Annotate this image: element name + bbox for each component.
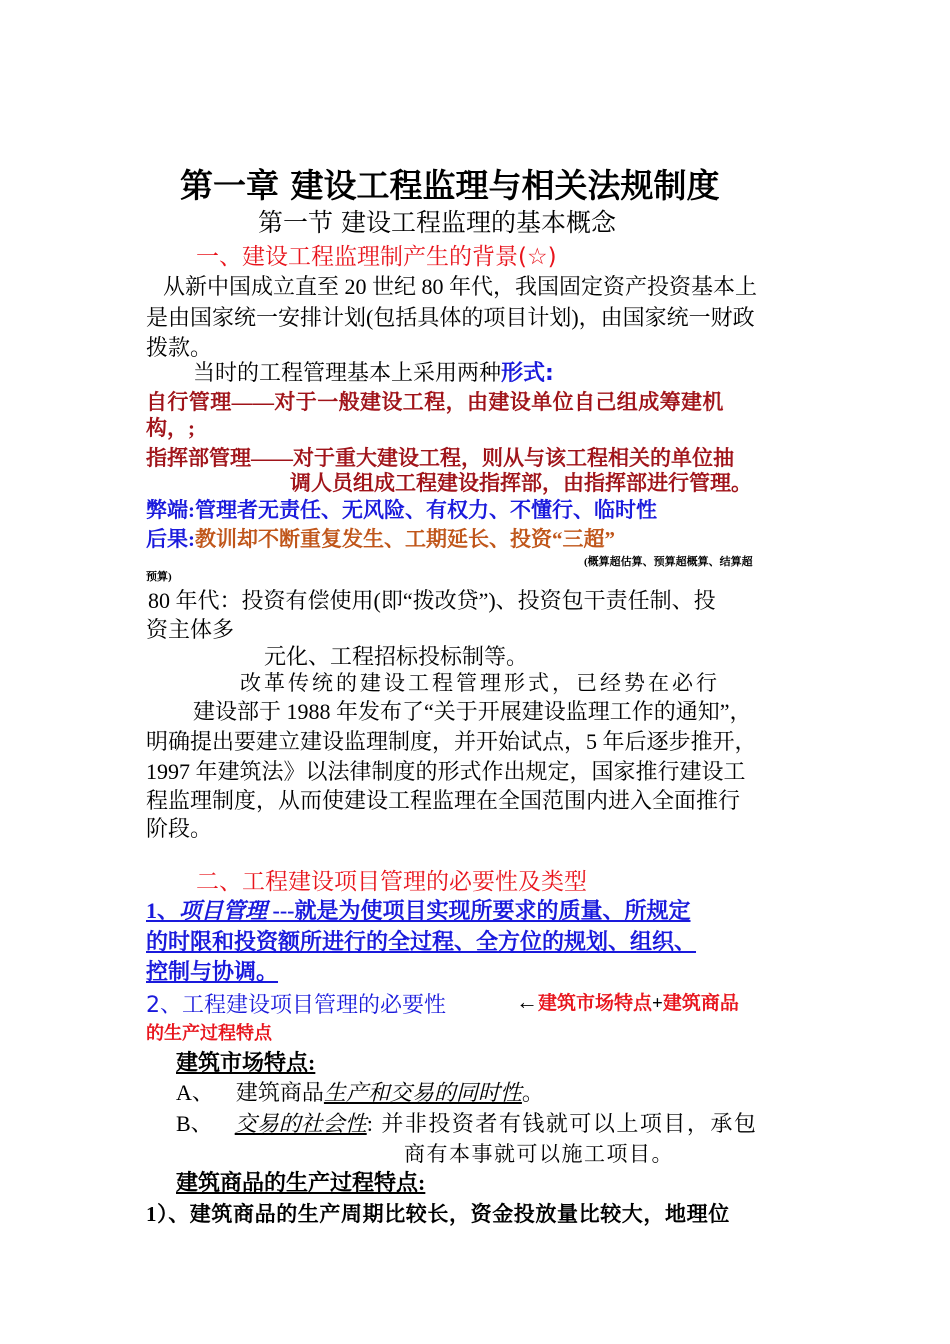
item1-line1 [146,894,691,925]
market-a-label: A、 [176,1080,214,1105]
item2-market-feature: 建筑市场特点 [538,993,653,1014]
heading-background-close: ) [547,244,557,270]
market-item-b [176,1107,757,1138]
drawback-text: 管理者无责任、无风险、有权力、不懂行、临时性 [195,498,657,522]
para1-line1: 从新中国成立直至 20 世纪 80 年代，我国固定资产投资基本上 [163,274,758,299]
market-a-emphasis: 生产和交易的同时性 [323,1080,522,1105]
item2-line: 2、工程建设项目管理的必要性 [146,993,446,1018]
item2-plus: + [652,993,663,1014]
section-title: 第一节 建设工程监理的基本概念 [258,208,616,237]
star-icon: ☆ [526,244,548,270]
item1-number: 1、 [146,898,180,923]
market-b-emphasis: 交易的社会性 [234,1111,367,1136]
consequence-label: 后果: [146,527,195,551]
market-title: 建筑市场特点: [176,1050,316,1075]
heading-background-text: 一、建设工程监理制产生的背景( [196,244,527,270]
forms-highlight: 形式: [501,361,554,386]
eighties-line2: 资主体多 [146,617,235,642]
item2-product-feature: 建筑商品 [662,993,739,1014]
market-item-a [176,1076,544,1107]
market-a-text: 建筑商品 [235,1080,324,1105]
production-line1: 1）、建筑商品的生产周期比较长，资金投放量比较大，地理位 [146,1202,730,1226]
consequence-text: 教训却不断重复发生、工期延长、投资“三超” [195,527,615,551]
item2-annotation [516,988,739,1015]
hq-management-line2: 调人员组成工程建设指挥部，由指挥部进行管理。 [290,471,752,495]
para2-line3: 1997 年建筑法》以法律制度的形式作出规定，国家推行建设工 [146,759,746,784]
forms-line [193,356,554,387]
para2-line1: 建设部于 1988 年发布了“关于开展建设监理工作的通知”， [193,699,752,724]
market-a-end: 。 [521,1080,544,1105]
consequence-line [146,523,615,553]
chapter-title: 第一章 建设工程监理与相关法规制度 [180,166,720,205]
drawback-line [146,494,657,524]
note-line2: 预算) [146,571,172,583]
item1-line2: 的时限和投资额所进行的全过程、全方位的规划、组织、 [146,929,697,954]
arrow-left-icon: ← [516,989,538,1014]
heading-project-management: 二、工程建设项目管理的必要性及类型 [196,869,587,895]
self-management-line2: 构，; [146,416,195,440]
hq-management-line1: 指挥部管理——对于重大建设工程，则从与该工程相关的单位抽 [146,446,734,470]
para2-line2: 明确提出要建立建设监理制度，并开始试点，5 年后逐步推开， [146,729,757,754]
para1-line2: 是由国家统一安排计划(包括具体的项目计划)，由国家统一财政 [146,305,755,330]
market-item-b-cont: 商有本事就可以施工项目。 [404,1142,674,1166]
item1-line3: 控制与协调。 [146,959,279,984]
drawback-label: 弊端: [146,498,195,522]
reform-line: 改革传统的建设工程管理形式，已经势在必行 [240,671,720,695]
forms-prefix: 当时的工程管理基本上采用两种 [193,360,502,385]
para1-line3: 拨款。 [146,335,213,360]
item2-annotation-line2: 的生产过程特点 [146,1023,272,1043]
para2-line5: 阶段。 [146,816,213,841]
self-management-line1: 自行管理——对于一般建设工程，由建设单位自己组成筹建机 [146,390,724,414]
para2-line4: 程监理制度，从而使建设工程监理在全国范围内进入全面推行 [146,788,741,813]
market-b-label: B、 [176,1111,213,1136]
eighties-line1: 80 年代：投资有偿使用(即“拨改贷”)、投资包干责任制、投 [148,588,716,613]
market-b-text: : 并非投资者有钱就可以上项目，承包 [366,1111,758,1136]
item1-text: ---就是为使项目实现所要求的质量、所规定 [267,898,691,923]
item1-term: 项目管理 [179,898,268,923]
heading-background [196,238,557,271]
production-title: 建筑商品的生产过程特点: [176,1170,426,1195]
note-line1: (概算超估算、预算超概算、结算超 [584,556,753,568]
eighties-line3: 元化、工程招标投标制等。 [264,644,529,669]
